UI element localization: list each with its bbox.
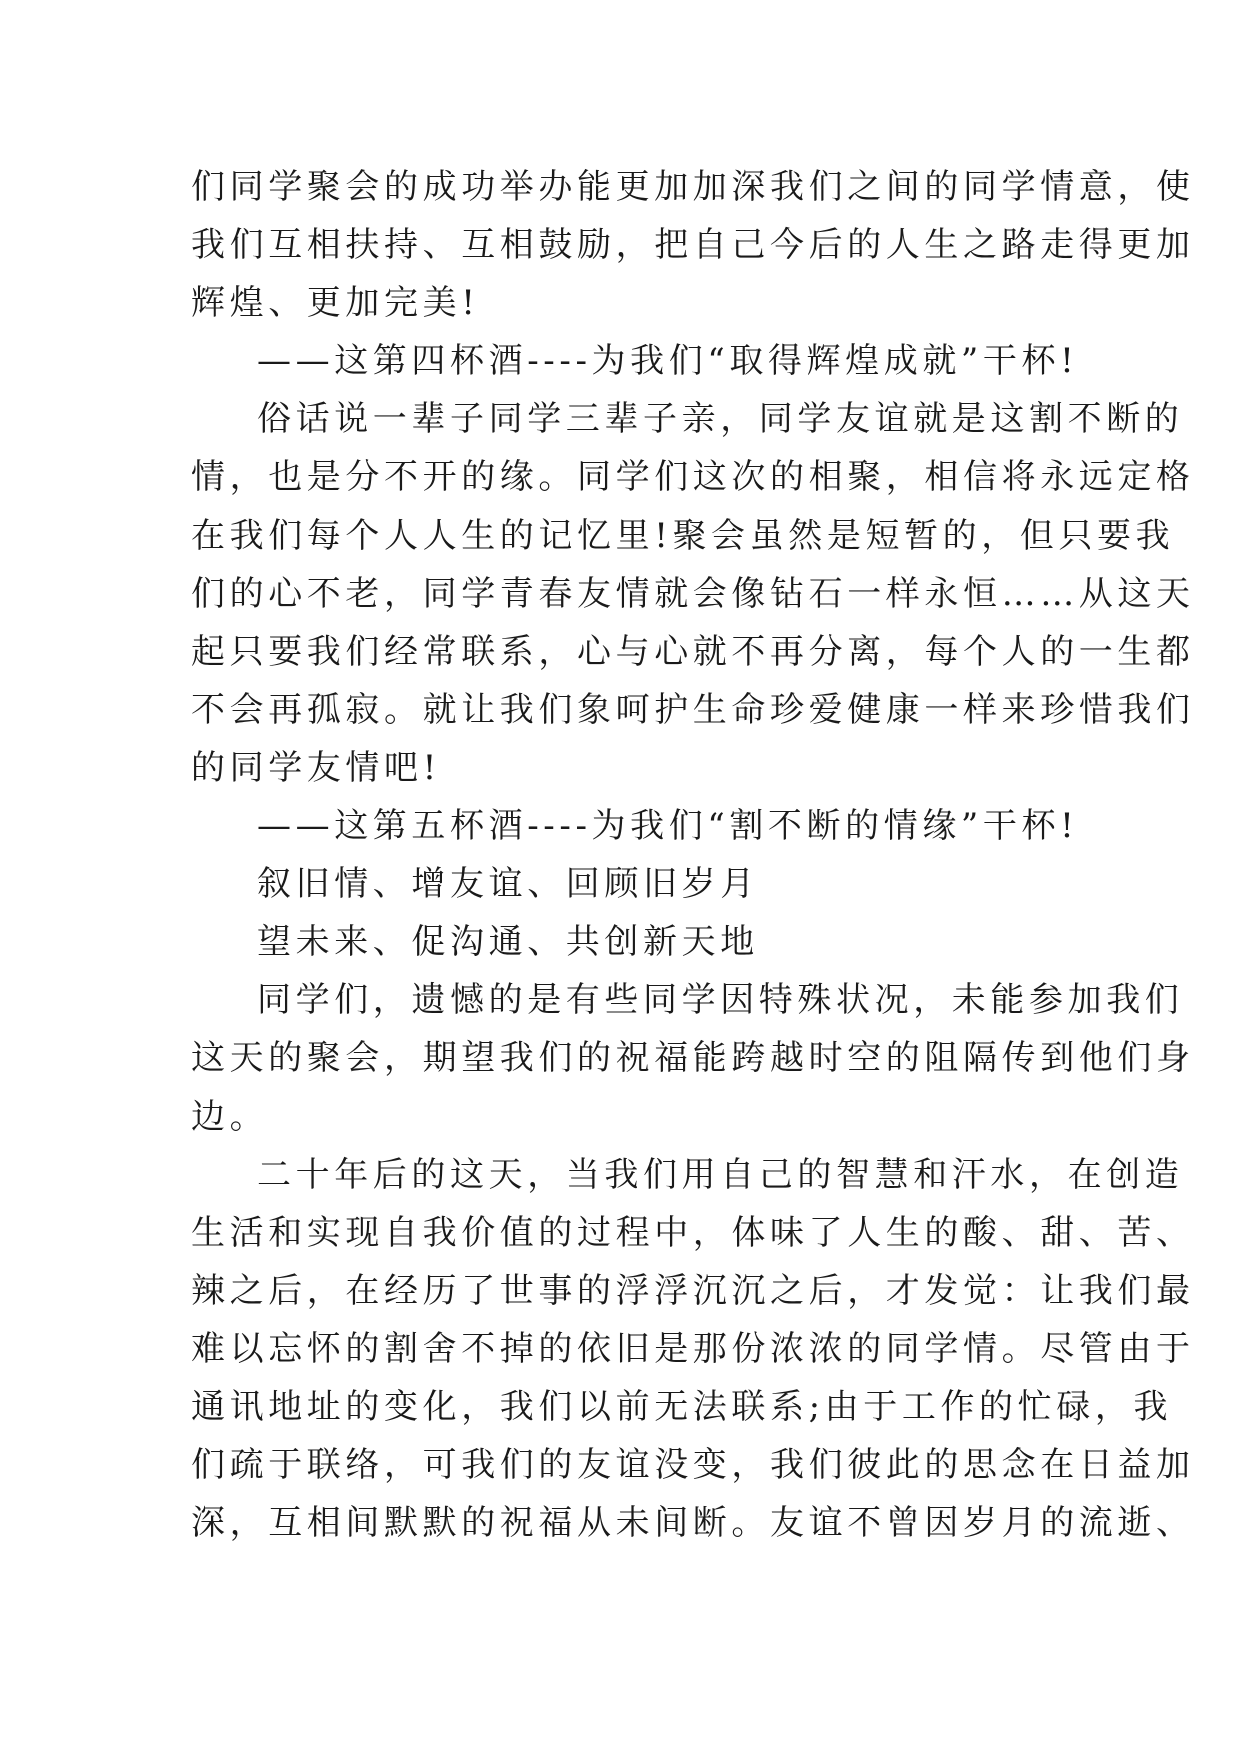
text-line: 望未来、促沟通、共创新天地 <box>257 922 759 963</box>
text-line: 不会再孤寂。就让我们象呵护生命珍爱健康一样来珍惜我们 <box>191 689 1195 730</box>
text-line: ——这第四杯酒----为我们“取得辉煌成就”干杯! <box>257 341 1079 382</box>
document-body <box>191 158 1195 1552</box>
text-line: 情，也是分不开的缘。同学们这次的相聚，相信将永远定格 <box>191 457 1195 498</box>
text-line: 俗话说一辈子同学三辈子亲，同学友谊就是这割不断的 <box>257 399 1184 440</box>
text-line: 二十年后的这天，当我们用自己的智慧和汗水，在创造 <box>257 1154 1184 1195</box>
text-line: 的同学友情吧! <box>191 747 441 788</box>
text-line: 深，互相间默默的祝福从未间断。友谊不曾因岁月的流逝、 <box>191 1503 1195 1544</box>
text-line: 们同学聚会的成功举办能更加加深我们之间的同学情意，使 <box>191 167 1195 207</box>
text-line: 辉煌、更加完美! <box>191 283 480 324</box>
text-line: 们疏于联络，可我们的友谊没变，我们彼此的思念在日益加 <box>191 1445 1195 1486</box>
text-line: 叙旧情、增友谊、回顾旧岁月 <box>257 864 759 905</box>
text-line: 辣之后，在经历了世事的浮浮沉沉之后，才发觉：让我们最 <box>191 1270 1195 1311</box>
text-line: 我们互相扶持、互相鼓励，把自己今后的人生之路走得更加 <box>191 225 1195 266</box>
text-line: 同学们，遗憾的是有些同学因特殊状况，未能参加我们 <box>257 980 1184 1021</box>
text-line: 起只要我们经常联系，心与心就不再分离，每个人的一生都 <box>191 631 1195 672</box>
text-line: 难以忘怀的割舍不掉的依旧是那份浓浓的同学情。尽管由于 <box>191 1328 1195 1369</box>
text-line: 生活和实现自我价值的过程中，体味了人生的酸、甜、苦、 <box>191 1212 1195 1253</box>
text-line: ——这第五杯酒----为我们“割不断的情缘”干杯! <box>257 806 1079 847</box>
text-line: 这天的聚会，期望我们的祝福能跨越时空的阻隔传到他们身 <box>191 1038 1195 1079</box>
text-line: 们的心不老，同学青春友情就会像钻石一样永恒……从这天 <box>191 573 1195 614</box>
text-line: 边。 <box>191 1096 269 1137</box>
text-line: 在我们每个人人生的记忆里!聚会虽然是短暂的，但只要我 <box>191 515 1175 556</box>
text-line: 通讯地址的变化，我们以前无法联系;由于工作的忙碌，我 <box>191 1386 1173 1427</box>
